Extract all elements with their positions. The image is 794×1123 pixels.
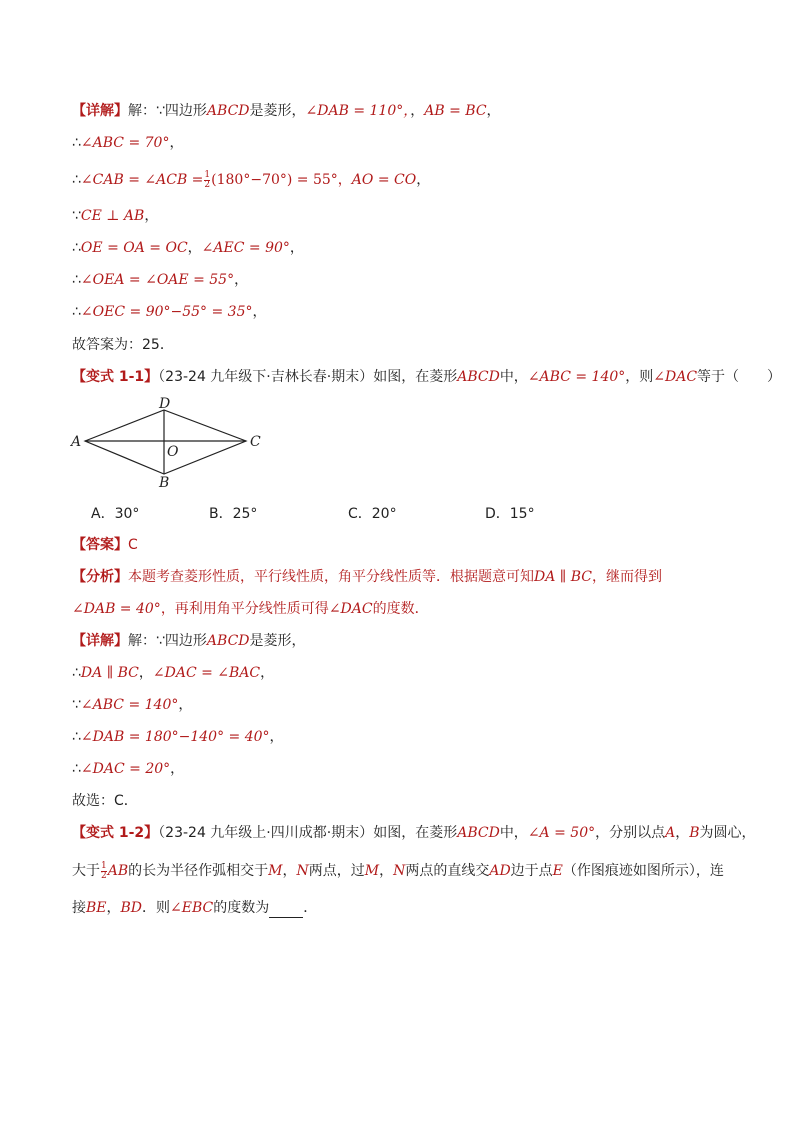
answer-line [72,535,138,555]
answer-tag: 【答案】 [72,537,128,553]
detail-tag: 【详解】 [72,103,128,119]
label-b: B [159,475,170,490]
label-o: O [167,444,179,460]
q2-stem-line-2: 大于 $\frac{1}{2}$ AB的长为半径作弧相交于M，N两点，过M，N两点的直线交AD边于点E（作图痕迹如图所示），连 [72,860,724,881]
q2-stem-line-1: 【变式 1-2】（23-24 九年级上·四川成都·期末）如图，在菱形ABCD中，∠A = 50°，分别以点A，B为圆心， [72,825,756,841]
q1-stem: 【变式 1-1】（23-24 九年级下·吉林长春·期末）如图，在菱形ABCD中，∠ABC = 140°，则∠DAC等于（ ） [72,369,782,385]
s2-line-1: 【详解】解：∵四边形ABCD是菱形， [72,633,306,649]
s1-line-3: ∴∠CAB = ∠ACB = $\frac{1}{2}$ (180°−70°) = 55°，AO = CO， [72,169,431,190]
option-c[interactable]: C．20° [348,506,397,522]
variant-tag: 【变式 1-1】 [72,369,159,385]
variant-tag-2: 【变式 1-2】 [72,825,159,841]
answer-blank[interactable] [269,903,303,918]
rhombus-abcd [85,410,246,474]
s2-line-5: ∴∠DAC = 20°， [72,761,185,777]
q2-stem-line-3: 接BE，BD．则∠EBC的度数为 ． [72,900,318,916]
rhombus-figure [66,395,276,490]
s2-answer-line: 故选：C． [72,793,138,809]
s1-line-7: ∴∠OEC = 90°−55° = 35°， [72,304,267,320]
detail-tag-2: 【详解】 [72,633,128,649]
s1-answer-line: 故答案为：25． [72,337,174,353]
s2-line-3: ∵∠ABC = 140°， [72,697,193,713]
option-a[interactable]: A．30° [91,506,140,522]
s1-line-1: 【详解】解：∵四边形ABCD是菱形，∠DAB = 110°，，AB = BC， [72,103,501,119]
answer-value: C [128,537,138,553]
s1-line-5: ∴OE = OA = OC，∠AEC = 90°， [72,240,304,256]
option-b[interactable]: B．25° [209,506,258,522]
label-a: A [71,434,82,450]
option-d[interactable]: D．15° [485,506,535,522]
analysis-line-1: 【分析】本题考查菱形性质，平行线性质，角平分线性质等．根据题意可知DA ∥ BC，继而得到 [72,569,662,585]
s1-line-2: ∴∠ABC = 70°， [72,135,184,151]
analysis-line-2: ∠DAB = 40°，再利用角平分线性质可得∠DAC的度数． [72,601,429,617]
label-c: C [250,434,261,450]
s2-line-4: ∴∠DAB = 180°−140° = 40°， [72,729,284,745]
s1-line-4: ∵CE ⊥ AB， [72,208,159,224]
s2-line-2: ∴DA ∥ BC，∠DAC = ∠BAC， [72,665,275,681]
s1-line-6: ∴∠OEA = ∠OAE = 55°， [72,272,249,288]
label-d: D [159,396,171,412]
analysis-tag: 【分析】 [72,569,128,585]
